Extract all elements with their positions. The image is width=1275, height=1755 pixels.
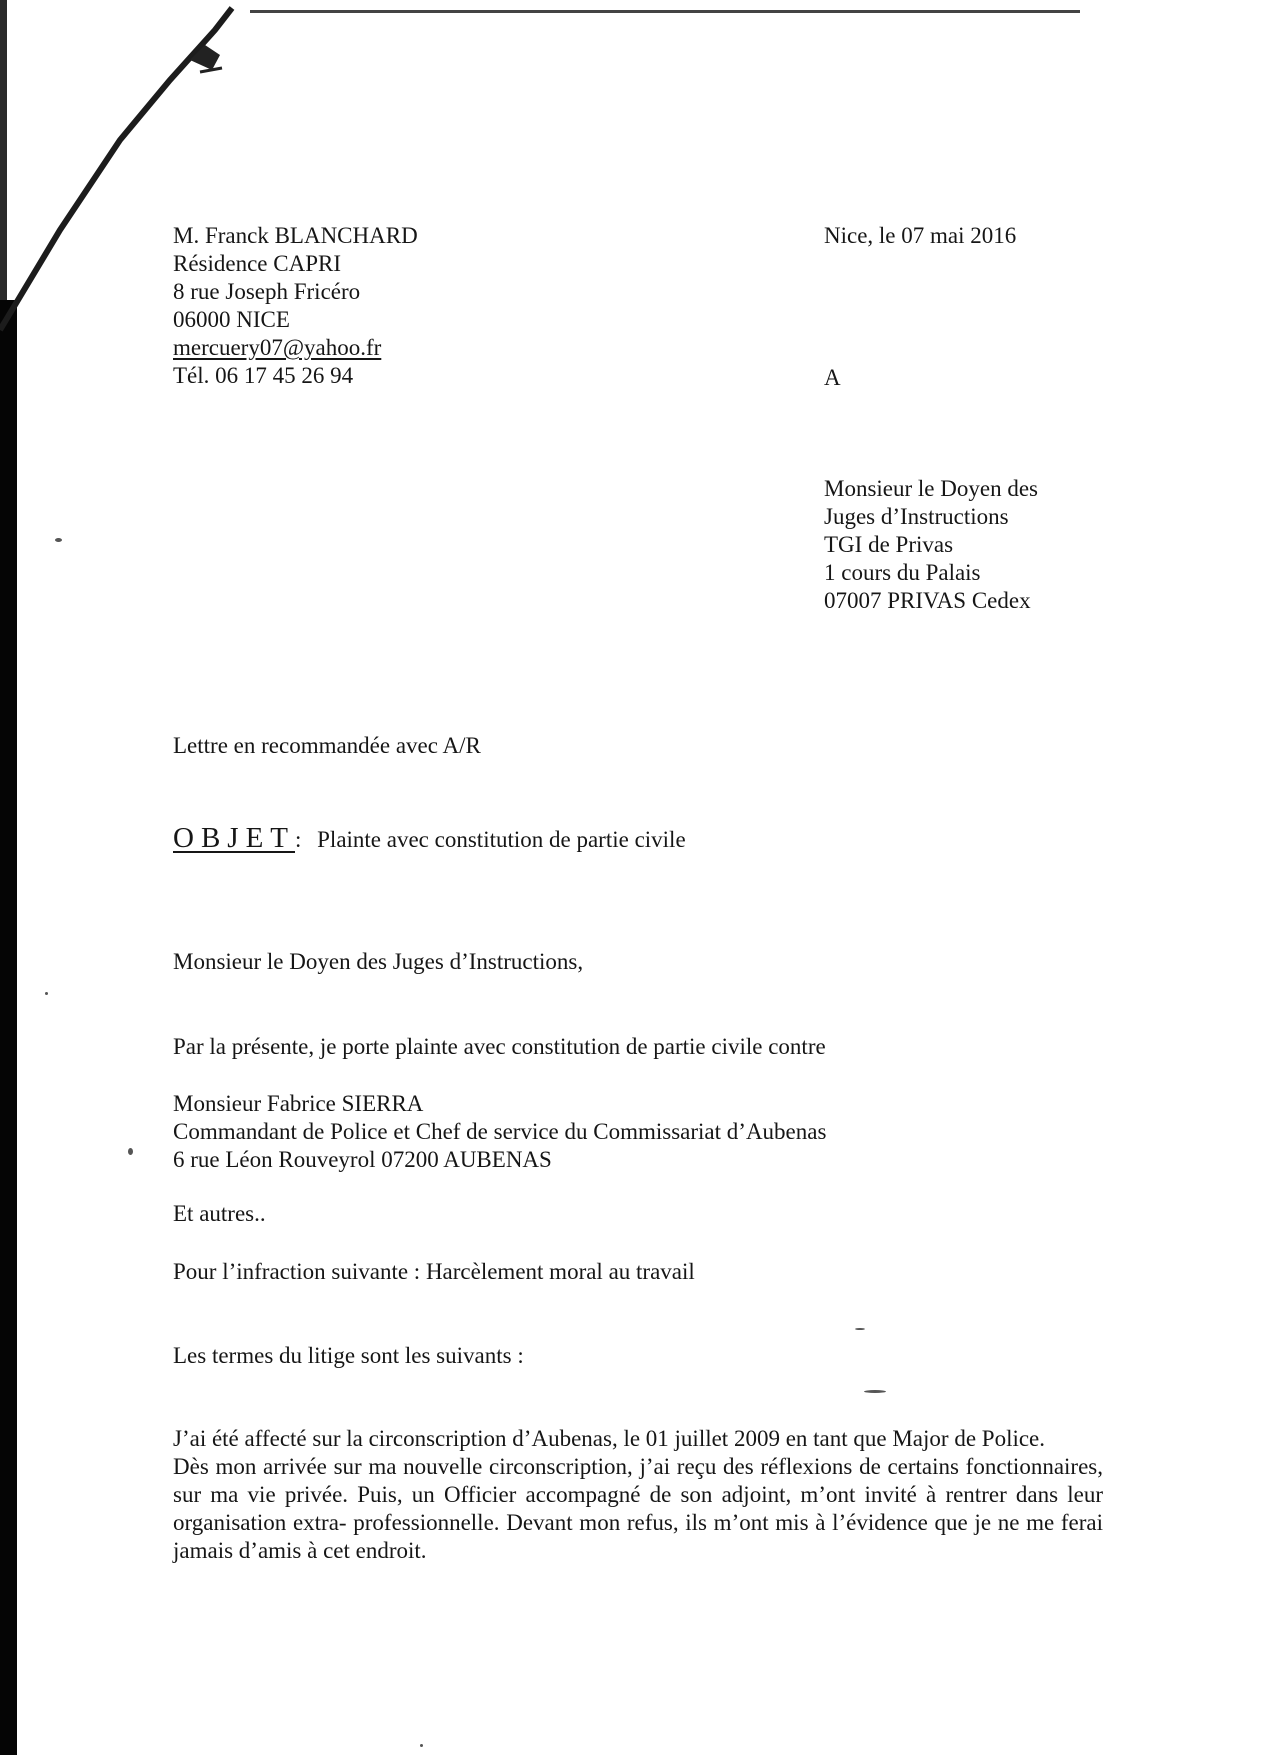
letter-date: Nice, le 07 mai 2016 [824, 223, 1017, 248]
sender-residence: Résidence CAPRI [173, 251, 342, 276]
recipient-line: TGI de Privas [824, 532, 954, 557]
scan-speck [55, 538, 62, 542]
accused-address: 6 rue Léon Rouveyrol 07200 AUBENAS [173, 1147, 552, 1172]
accused-party [173, 1090, 826, 1174]
sender-address [173, 222, 418, 390]
others-line: Et autres.. [173, 1201, 266, 1226]
accused-title: Commandant de Police et Chef de service du Commissariat d’Aubenas [173, 1119, 827, 1144]
infraction-line: Pour l’infraction suivante : Harcèlement moral au travail [173, 1259, 695, 1284]
recipient-line: Monsieur le Doyen des [824, 476, 1038, 501]
sender-phone: Tél. 06 17 45 26 94 [173, 363, 354, 388]
salutation: Monsieur le Doyen des Juges d’Instructions, [173, 949, 584, 974]
recipient-line: 1 cours du Palais [824, 560, 981, 585]
recipient-line: 07007 PRIVAS Cedex [824, 588, 1031, 613]
sender-name: M. Franck BLANCHARD [173, 223, 418, 248]
sender-street: 8 rue Joseph Fricéro [173, 279, 361, 304]
delivery-method: Lettre en recommandée avec A/R [173, 733, 481, 758]
scan-edge-shadow [0, 300, 17, 1755]
subject-line [173, 824, 686, 854]
sender-city: 06000 NICE [173, 307, 290, 332]
scan-top-edge [250, 10, 1080, 13]
scan-speck [128, 1148, 133, 1155]
recipient-line: Juges d’Instructions [824, 504, 1009, 529]
terms-intro: Les termes du litige sont les suivants : [173, 1343, 524, 1368]
subject-text: Plainte avec constitution de partie civile [317, 827, 686, 852]
sender-email[interactable]: mercuery07@yahoo.fr [173, 335, 382, 360]
complaint-intro: Par la présente, je porte plainte avec constitution de partie civile contre [173, 1034, 826, 1059]
scan-speck [864, 1390, 886, 1393]
recipient-address [824, 475, 1038, 615]
subject-label: OBJET [173, 822, 295, 854]
scan-speck [855, 1328, 865, 1330]
accused-name: Monsieur Fabrice SIERRA [173, 1091, 424, 1116]
body-paragraph: J’ai été affecté sur la circonscription d’Aubenas, le 01 juillet 2009 en tant que Major de Police. [173, 1426, 1046, 1451]
body-paragraph: Dès mon arrivée sur ma nouvelle circonscription, j’ai reçu des réflexions de certains fonctionnaires, sur ma vie privée. Puis, un Officier accompagné de son adjoint, m’ont invité à rentrer dans leur organisation extra- professionnelle. Devant mon refus, ils m’ont mis à l’évidence que je ne me ferai jamais d’amis à cet endroit. [173, 1454, 1103, 1563]
subject-separator: : [295, 827, 302, 852]
scan-speck [420, 1744, 423, 1747]
scan-speck [45, 992, 48, 995]
letter-body [173, 1425, 1103, 1565]
to-label: A [824, 365, 841, 390]
